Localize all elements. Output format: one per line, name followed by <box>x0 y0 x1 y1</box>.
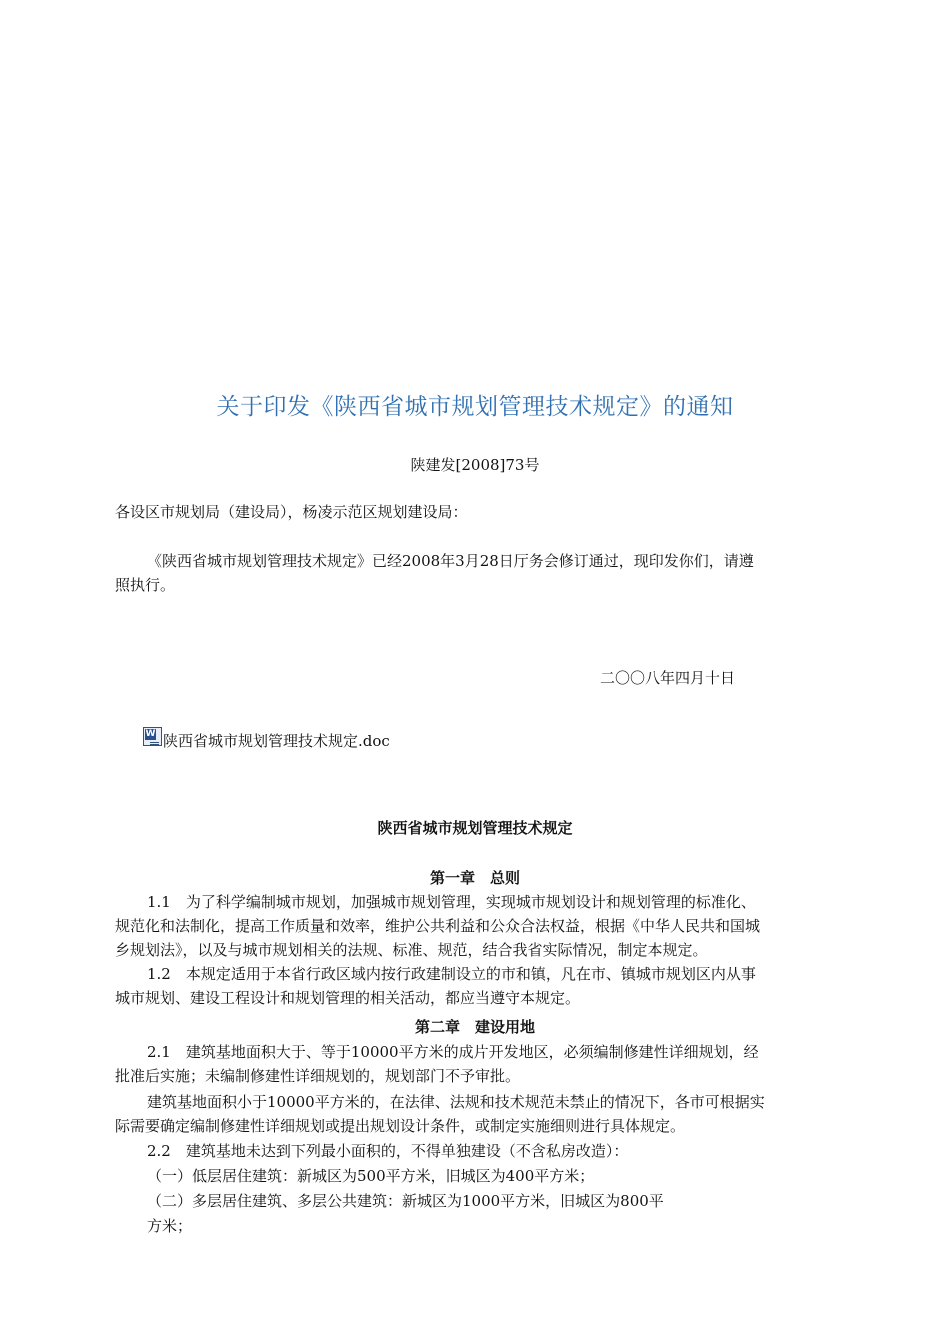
chapter-2-title: 第二章 建设用地 <box>414 1018 535 1036</box>
attachment-name[interactable]: 陕西省城市规划管理技术规定.doc <box>163 732 390 750</box>
clause-2-1-line-1: 2.1 建筑基地面积大于、等于10000平方米的成片开发地区，必须编制修建性详细规划，经 <box>147 1043 759 1061</box>
chapter-1-title: 第一章 总则 <box>429 869 520 887</box>
attachment-link[interactable] <box>143 730 390 751</box>
word-document-icon: W <box>143 727 162 746</box>
notice-body-line-1: 《陕西省城市规划管理技术规定》已经2008年3月28日厅务会修订通过，现印发你们，请遵 <box>147 552 754 570</box>
clause-1-1-line-2: 规范化和法制化，提高工作质量和效率，维护公共利益和公众合法权益，根据《中华人民共和国城 <box>115 917 761 935</box>
clause-2-1b-line-1: 建筑基地面积小于10000平方米的，在法律、法规和技术规范未禁止的情况下，各市可根据实 <box>147 1093 765 1111</box>
list-item-2-line-1: （二）多层居住建筑、多层公共建筑：新城区为1000平方米，旧城区为800平 <box>147 1192 664 1210</box>
document-number: 陕建发[2008]73号 <box>410 456 540 474</box>
clause-1-1-line-1: 1.1 为了科学编制城市规划，加强城市规划管理，实现城市规划设计和规划管理的标准化、 <box>147 893 756 911</box>
addressee: 各设区市规划局（建设局），杨凌示范区规划建设局： <box>115 503 468 521</box>
list-item-2-line-2: 方米； <box>147 1217 193 1235</box>
list-item-1: （一）低层居住建筑：新城区为500平方米，旧城区为400平方米； <box>147 1167 595 1185</box>
clause-1-1-line-3: 乡规划法》，以及与城市规划相关的法规、标准、规范，结合我省实际情况，制定本规定。 <box>115 941 708 959</box>
clause-1-2-line-1: 1.2 本规定适用于本省行政区域内按行政建制设立的市和镇，凡在市、镇城市规划区内从事 <box>147 965 756 983</box>
clause-1-2-line-2: 城市规划、建设工程设计和规划管理的相关活动，都应当遵守本规定。 <box>115 989 581 1007</box>
notice-body-line-2: 照执行。 <box>115 576 176 594</box>
clause-2-2-line-1: 2.2 建筑基地未达到下列最小面积的，不得单独建设（不含私房改造）： <box>147 1142 629 1160</box>
notice-date: 二〇〇八年四月十日 <box>600 669 736 687</box>
clause-2-1b-line-2: 际需要确定编制修建性详细规划或提出规划设计条件，或制定实施细则进行具体规定。 <box>115 1117 686 1135</box>
regulation-title: 陕西省城市规划管理技术规定 <box>377 819 573 837</box>
notice-title: 关于印发《陕西省城市规划管理技术规定》的通知 <box>216 394 734 420</box>
clause-2-1-line-2: 批准后实施；未编制修建性详细规划的，规划部门不予审批。 <box>115 1067 521 1085</box>
